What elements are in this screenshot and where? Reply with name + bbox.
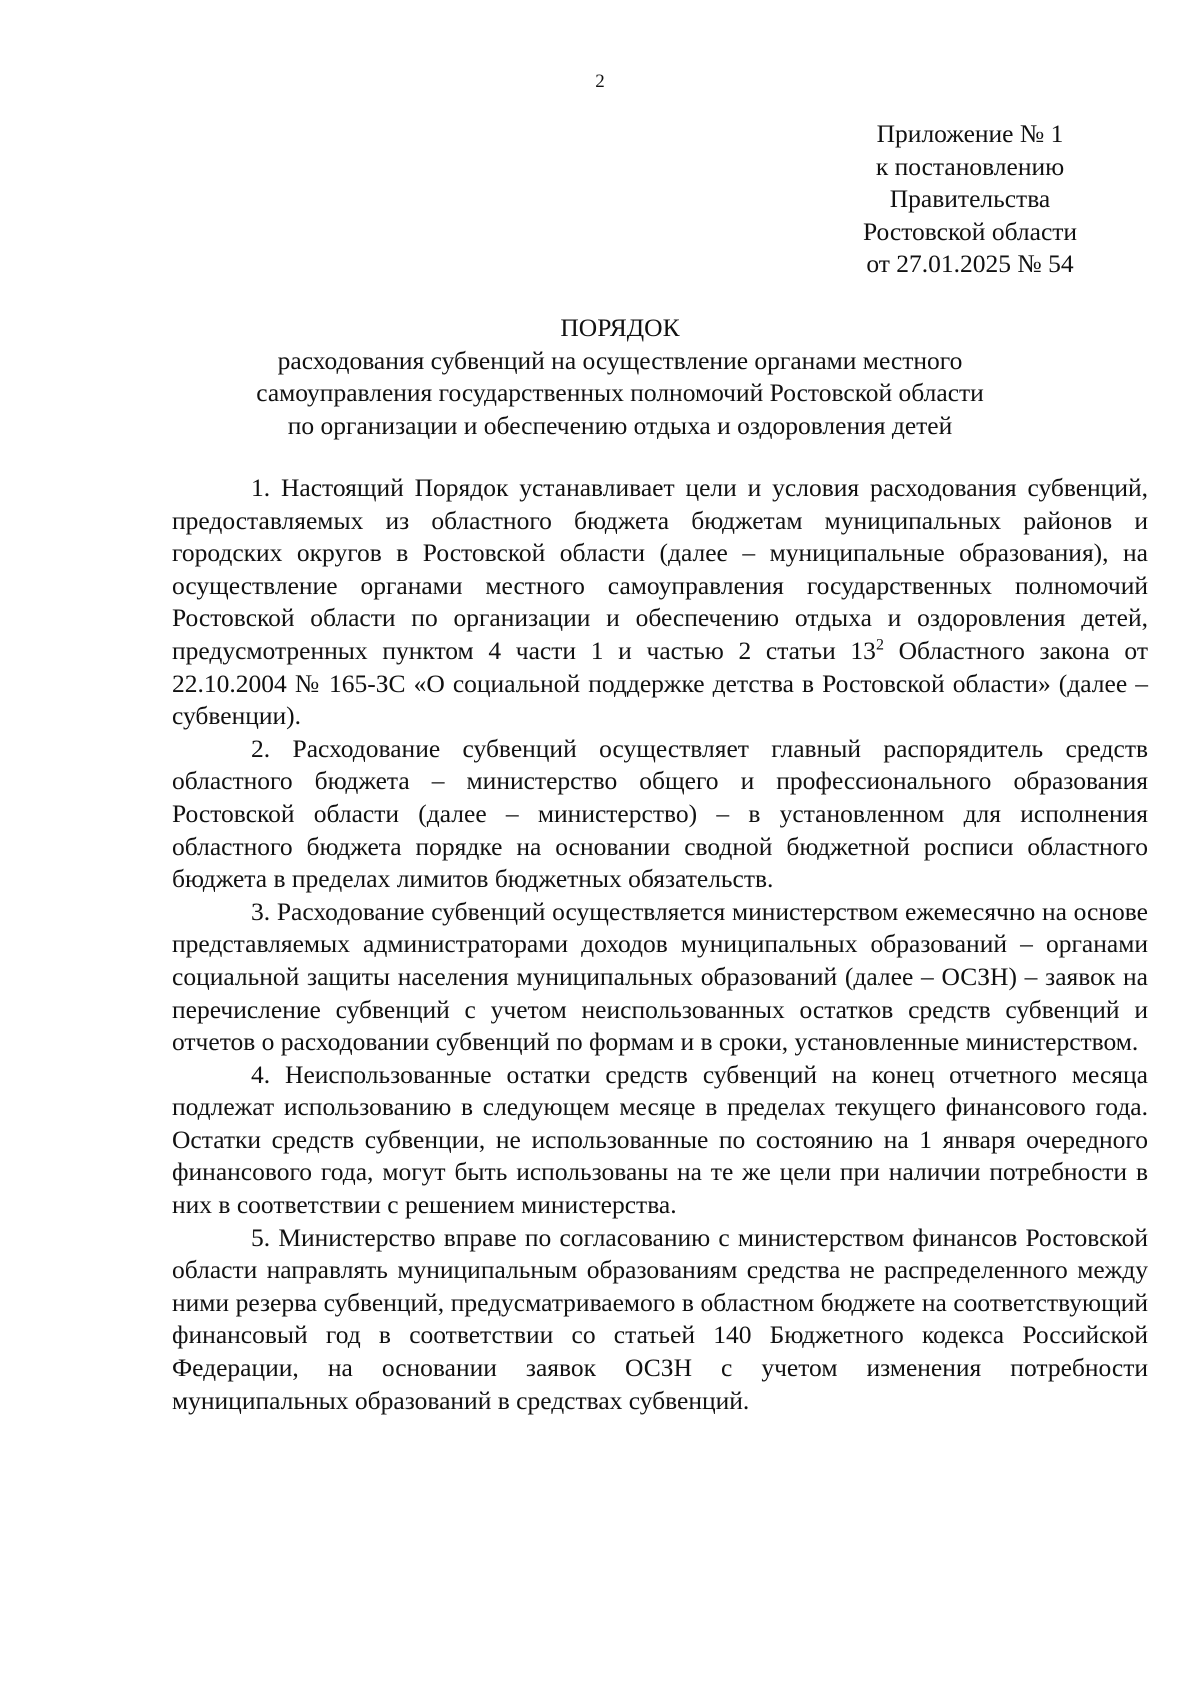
- paragraph-2: 2. Расходование субвенций осуществляет главный распорядитель средств областного бюджета – министерство общего и профессионального образования Ростовской области (далее – министерство) – в установленном для исполнения областного бюджета порядке на основании сводной бюджетной росписи областного бюджета в пределах лимитов бюджетных обязательств.: [172, 733, 1148, 894]
- document-title: [160, 312, 1080, 442]
- paragraph-1: [172, 472, 1148, 733]
- document-body: [172, 472, 1148, 1417]
- appendix-block: [850, 118, 1090, 281]
- title-heading: ПОРЯДОК: [560, 313, 680, 342]
- page-number: 2: [595, 71, 605, 92]
- appendix-line: Ростовской области: [862, 216, 1078, 246]
- paragraph-1-text: 1. Настоящий Порядок устанавливает цели и условия расходования субвенций, предоставляемых из областного бюджета бюджетам муниципальных районов и городских округов в Ростовской области (далее – муниципальные образования), на осуществление органами местного самоуправления государственных полномочий Ростовской области по организации и обеспечению отдыха и оздоровления детей, предусмотренных пунктом 4 части 1 и частью 2 статьи 13: [172, 473, 1148, 665]
- appendix-line: к постановлению: [875, 151, 1065, 181]
- appendix-line: Приложение № 1: [876, 119, 1064, 148]
- paragraph-5: 5. Министерство вправе по согласованию с министерством финансов Ростовской области направлять муниципальным образованиям средства не распределенного между ними резерва субвенций, предусматриваемого в областном бюджете на соответствующий финансовый год в соответствии со статьей 140 Бюджетного кодекса Российской Федерации, на основании заявок ОСЗН с учетом изменения потребности муниципальных образований в средствах субвенций.: [172, 1222, 1148, 1415]
- paragraph-3: 3. Расходование субвенций осуществляется министерством ежемесячно на основе представляемых администраторами доходов муниципальных образований – органами социальной защиты населения муниципальных образований (далее – ОСЗН) – заявок на перечисление субвенций с учетом неиспользованных остатков средств субвенций и отчетов о расходовании субвенций по формам и в сроки, установленные министерством.: [172, 896, 1148, 1057]
- paragraph-1-text-continued: Областного закона от 22.10.2004 № 165-ЗС «О социальной поддержке детства в Ростовской области» (далее – субвенции).: [172, 635, 1148, 731]
- title-line: расходования субвенций на осуществление органами местного: [277, 345, 963, 375]
- appendix-line: Правительства: [889, 184, 1051, 213]
- title-line: по организации и обеспечению отдыха и оздоровления детей: [287, 410, 953, 440]
- superscript: 2: [875, 636, 884, 654]
- title-line: самоуправления государственных полномочий Ростовской области: [256, 378, 984, 407]
- appendix-line: от 27.01.2025 № 54: [866, 249, 1074, 278]
- paragraph-4: 4. Неиспользованные остатки средств субвенций на конец отчетного месяца подлежат использованию в следующем месяце в пределах текущего финансового года. Остатки средств субвенции, не использованные по состоянию на 1 января очередного финансового года, могут быть использованы на те же цели при наличии потребности в них в соответствии с решением министерства.: [172, 1059, 1148, 1220]
